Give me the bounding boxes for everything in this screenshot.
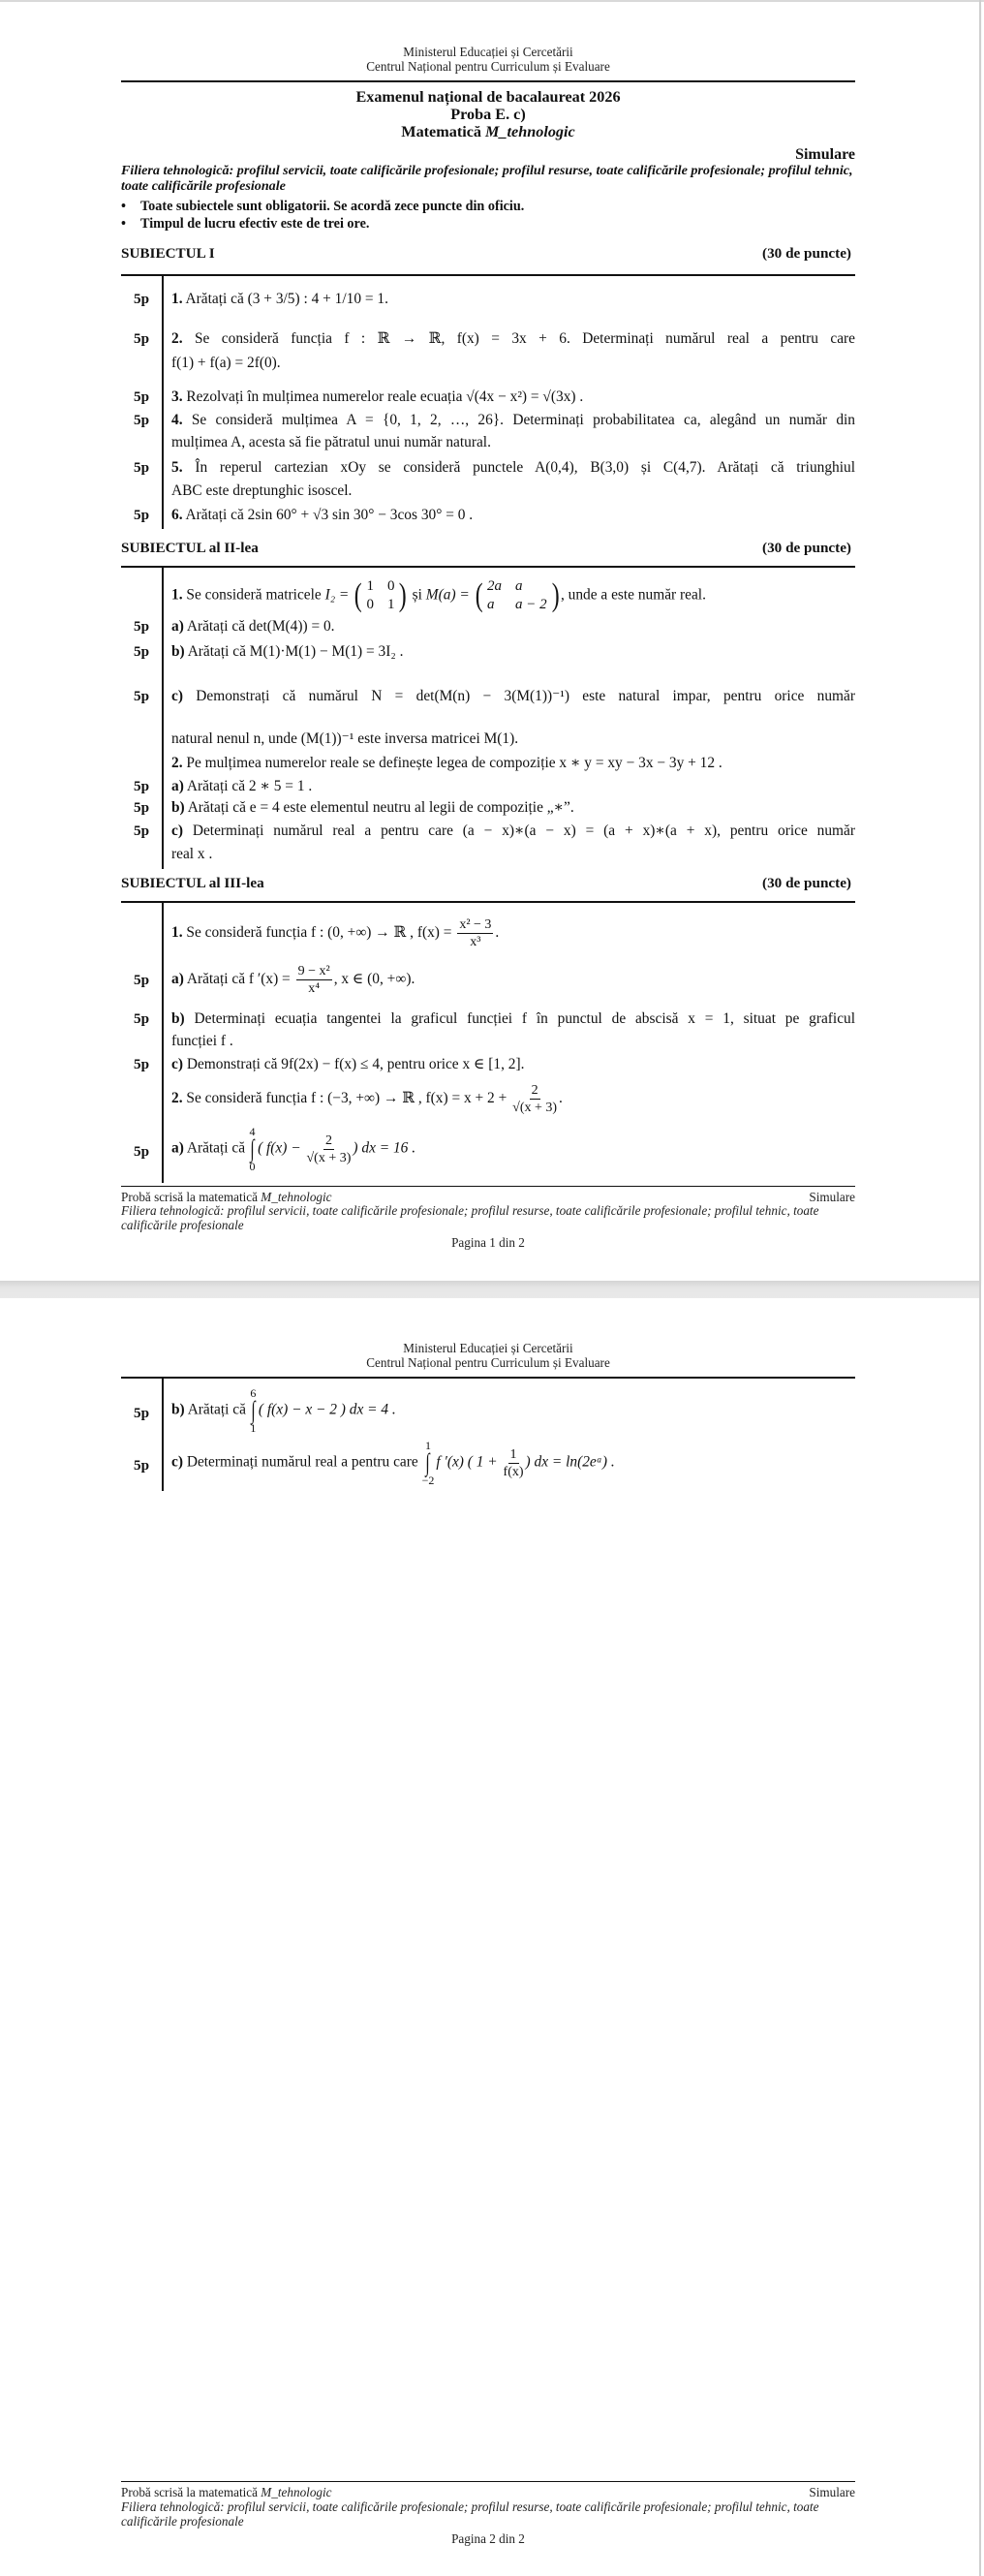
footer-filiera: Filiera tehnologică: profilul servicii, toate calificările profesionale; profilul resurse, toate calificările profesionale; profilul tehnic, toate calificările profesionale [121,1203,819,1232]
integral-upper: 4 [249,1125,256,1138]
exam-subject [121,123,855,141]
section-3-points: (30 de puncte) [762,875,851,891]
matrix-i2: ( 1 0 0 1 ) [354,577,408,613]
s2-item-2c [171,822,855,840]
s2-item-2b [171,799,574,817]
s1-item-1 [171,291,388,308]
score-label: 5p [134,1143,150,1160]
score-label: 5p [134,1405,150,1421]
item-text: Determinați numărul real a pentru care (a − x)∗(a − x) = (a + x)∗(a + x), pentru orice număr [192,822,855,839]
integral-sign-icon: ∫ [425,1448,431,1476]
score-label: 5p [134,1457,150,1474]
score-label: 5p [134,388,150,405]
matrix-cell: 0 [366,597,374,612]
page-2 [0,1298,979,2576]
integral-lower: 0 [249,1160,256,1173]
section-2-points: (30 de puncte) [762,540,851,556]
score-label: 5p [134,291,150,307]
s3-item-2 [171,1082,563,1116]
score-label: 5p [134,1010,150,1027]
integral [249,1126,256,1172]
item-text: Determinați ecuația tangentei la graficul funcției f în punctul de abscisă x = 1, situat pe graficul [194,1010,855,1027]
page2-divider [162,1378,164,1491]
fraction [296,963,332,997]
s1-item-6 [171,507,473,524]
fraction-numerator: x² − 3 [459,917,492,932]
score-label: 5p [134,643,150,660]
item-tail: . [495,924,500,942]
footer-prefix: Probă scrisă la matematică [121,2485,261,2499]
center-header: Centrul Național pentru Curriculum și Evaluare [366,1355,610,1370]
item-number: 4. [171,412,183,428]
integral-lower: 1 [250,1421,257,1435]
header-rule [121,80,855,82]
item-number: b) [171,1401,185,1418]
s3-item-1 [171,916,499,950]
item-text: În reperul cartezian xOy se consideră punctele A(0,4), B(3,0) și C(4,7). Arătați că triunghiul [195,459,855,476]
item-text: Arătați că det(M(4)) = 0. [186,618,335,635]
item-text: Se consideră funcția f : (−3, +∞) → ℝ , f(x) = x + 2 + [186,1090,507,1107]
item-text: Arătați că [186,1139,246,1157]
integral-sign-icon: ∫ [250,1134,255,1163]
item-number: 2. [171,330,183,347]
s1-item-5-cont: ABC este dreptunghic isoscel. [171,482,353,499]
matrix-cell: a − 2 [514,597,547,612]
section-2-divider [162,567,164,869]
item-text: Demonstrați că numărul N = det(M(n) − 3(M(1))⁻¹) este natural impar, pentru orice număr [196,688,855,704]
s3-item-2a [171,1126,415,1172]
s1-item-4-cont: mulțimea A, acesta să fie pătratul unui număr natural. [171,434,491,450]
s2-item-1c [171,688,855,705]
viewer-scrollbar-edge [979,0,981,2576]
s3-item-1c [171,1056,524,1073]
s1-item-3 [171,388,583,406]
footer-rule [121,1186,855,1187]
matrix-cell: 1 [366,578,374,594]
s3-item-1b [171,1010,855,1028]
score-label: 5p [134,688,150,704]
bullet-icon: • [121,216,126,232]
fraction-numerator: 1 [509,1446,517,1462]
conjunction: și [412,586,422,604]
center-header: Centrul Național pentru Curriculum și Evaluare [366,59,610,74]
item-number: 5. [171,459,183,476]
item-number: 2. [171,755,183,771]
item-text: Arătați că 2sin 60° + √3 sin 30° − 3cos 30° = 0 . [185,507,474,523]
footer-italic: M_tehnologic [261,2485,332,2499]
score-label: 5p [134,412,150,428]
item-tail: , x ∈ (0, +∞). [333,971,415,988]
matrix-cell: 0 [386,578,395,594]
instruction-1 [121,199,524,215]
section-1-title: SUBIECTUL I [121,245,215,262]
s1-item-5 [171,459,855,477]
footer-right: Simulare [809,2485,855,2499]
section-3-divider [162,902,164,1183]
integral-sign-icon: ∫ [251,1396,256,1424]
integrand: ( f(x) − x − 2 ) dx = 4 . [258,1401,396,1418]
item-text: Rezolvați în mulțimea numerelor reale ecuația √(4x − x²) = √(3x) . [186,388,584,405]
integrand-pre: ( f(x) − [258,1139,301,1157]
exam-proba: Proba E. c) [450,106,526,123]
item-text: Arătați că 2 ∗ 5 = 1 . [186,778,313,794]
item-text: Arătați că e = 4 este elementul neutru al legii de compoziție „∗”. [187,799,574,816]
fraction-denominator: x⁴ [308,981,321,996]
footer-italic: M_tehnologic [261,1190,332,1204]
section-1-divider [162,275,164,529]
item-number: c) [171,1453,183,1471]
matrix-cell: 2a [486,578,502,594]
i2-label: I₂ = [324,586,350,604]
matrix-cell: a [514,578,523,594]
integral [422,1440,435,1486]
score-label: 5p [134,618,150,635]
s1-item-2-cont: f(1) + f(a) = 2f(0). [171,355,281,371]
subject-prefix: Matematică [401,123,486,140]
fraction [504,1446,524,1480]
s2-item-2c-cont: real x . [171,846,213,862]
s3-item-1b-cont: funcției f . [171,1033,233,1049]
item-number: a) [171,618,184,635]
item-number: b) [171,799,185,816]
fraction-denominator: x³ [470,935,481,949]
s1-item-2 [171,330,855,348]
fraction-numerator: 2 [531,1083,538,1098]
p2-item-b [171,1387,396,1434]
footer-left [121,1190,332,1204]
footer-rule [121,2481,855,2482]
item-number: 6. [171,507,183,523]
section-2-title: SUBIECTUL al II-lea [121,540,259,556]
integrand-post: ) dx = ln(2eᵃ) . [525,1453,615,1471]
integral-upper: 6 [250,1386,257,1400]
matrix-m: ( 2a a a a − 2 ) [475,577,560,613]
score-label: 5p [134,972,150,988]
item-number: a) [171,778,184,794]
score-label: 5p [134,1056,150,1072]
instruction-text: Toate subiectele sunt obligatorii. Se acordă zece puncte din oficiu. [140,199,525,214]
section-2-rule [121,566,855,568]
instruction-text: Timpul de lucru efectiv este de trei ore. [140,216,370,232]
item-text: Arătați că f ′(x) = [186,971,291,988]
footer-left [121,2485,332,2499]
score-label: 5p [134,778,150,794]
page-number: Pagina 2 din 2 [451,2531,525,2546]
s1-item-4 [171,412,855,429]
fraction-numerator: 2 [324,1133,332,1148]
item-number: 1. [171,291,183,307]
score-label: 5p [134,330,150,347]
item-number: a) [171,971,184,988]
s3-item-1a [171,963,415,997]
section-3-rule [121,901,855,903]
header-rule [121,1377,855,1379]
score-label: 5p [134,822,150,839]
item-text: Demonstrați că 9f(2x) − f(x) ≤ 4, pentru orice x ∈ [1, 2]. [186,1056,525,1072]
item-text: Arătați că M(1)·M(1) − M(1) = 3I₂ . [187,643,404,660]
p2-item-c [171,1440,615,1486]
item-number: c) [171,1056,183,1072]
m-label: M(a) = [425,586,470,604]
footer-right: Simulare [809,1190,855,1204]
item-tail: . [559,1090,563,1107]
s2-item-1c-cont: natural nenul n, unde (M(1))⁻¹ este inversa matricei M(1). [171,730,519,747]
item-number: 2. [171,1090,183,1107]
item-number: b) [171,1010,185,1027]
score-label: 5p [134,799,150,816]
s2-item-1b [171,643,403,661]
fraction-denominator: √(x + 3) [306,1150,352,1165]
filiera-text: Filiera tehnologică: profilul servicii, toate calificările profesionale; profilul resurse, toate calificările profesionale; profilul tehnic, toate calificările profesionale [121,163,853,194]
item-text: Arătați că (3 + 3/5) : 4 + 1/10 = 1. [185,291,388,307]
fraction [307,1133,352,1166]
instruction-2 [121,216,369,233]
item-text: Se consideră funcția f : ℝ → ℝ, f(x) = 3x + 6. Determinați numărul real a pentru care [194,330,855,347]
item-number: c) [171,822,183,839]
ministry-header: Ministerul Educației și Cercetării [403,45,573,59]
subject-italic: M_tehnologic [485,123,575,140]
item-number: 3. [171,388,183,405]
page-1 [0,2,979,1281]
fraction-denominator: f(x) [503,1464,524,1479]
score-label: 5p [134,507,150,523]
simulare-badge: Simulare [795,146,855,163]
fraction-numerator: 9 − x² [297,964,330,978]
item-text: Se consideră matricele [186,586,322,604]
matrix-cell: a [486,597,495,612]
section-1-rule [121,274,855,276]
section-3-title: SUBIECTUL al III-lea [121,875,264,891]
integrand-post: ) dx = 16 . [353,1139,416,1157]
item-tail: , unde a este număr real. [560,586,706,604]
item-text: Pe mulțimea numerelor reale se definește legea de compoziție x ∗ y = xy − 3x − 3y + 12 . [186,755,723,771]
item-number: c) [171,688,183,704]
item-text: Determinați numărul real a pentru care [186,1453,418,1471]
integrand-pre: f ′(x) ( 1 + [436,1453,498,1471]
item-number: b) [171,643,185,660]
item-text: Arătați că [187,1401,246,1418]
item-text: Se consideră funcția f : (0, +∞) → ℝ , f(x) = [186,924,452,942]
integral-lower: −2 [421,1474,435,1487]
page-separator [0,1281,979,1298]
fraction-denominator: √(x + 3) [512,1101,558,1115]
item-text: Se consideră mulțimea A = {0, 1, 2, …, 26}. Determinați probabilitatea ca, alegând un număr din [191,412,855,428]
s2-item-2a [171,778,312,795]
matrix-cell: 1 [386,597,395,612]
ministry-header: Ministerul Educației și Cercetării [403,1341,573,1355]
section-1-points: (30 de puncte) [762,245,851,262]
page-number: Pagina 1 din 2 [451,1235,525,1250]
integral [250,1387,257,1434]
score-label: 5p [134,459,150,476]
item-number: a) [171,1139,184,1157]
bullet-icon: • [121,199,126,214]
s2-item-1 [171,577,706,614]
item-number: 1. [171,586,183,604]
integral-upper: 1 [424,1439,431,1452]
footer-prefix: Probă scrisă la matematică [121,1190,261,1204]
exam-title: Examenul național de bacalaureat 2026 [355,88,621,106]
fraction [512,1082,557,1116]
s2-item-1a [171,618,335,636]
fraction [457,916,493,950]
s2-item-2 [171,755,723,772]
footer-filiera: Filiera tehnologică: profilul servicii, toate calificările profesionale; profilul resurse, toate calificările profesionale; profilul tehnic, toate calificările profesionale [121,2499,819,2529]
item-number: 1. [171,924,183,942]
